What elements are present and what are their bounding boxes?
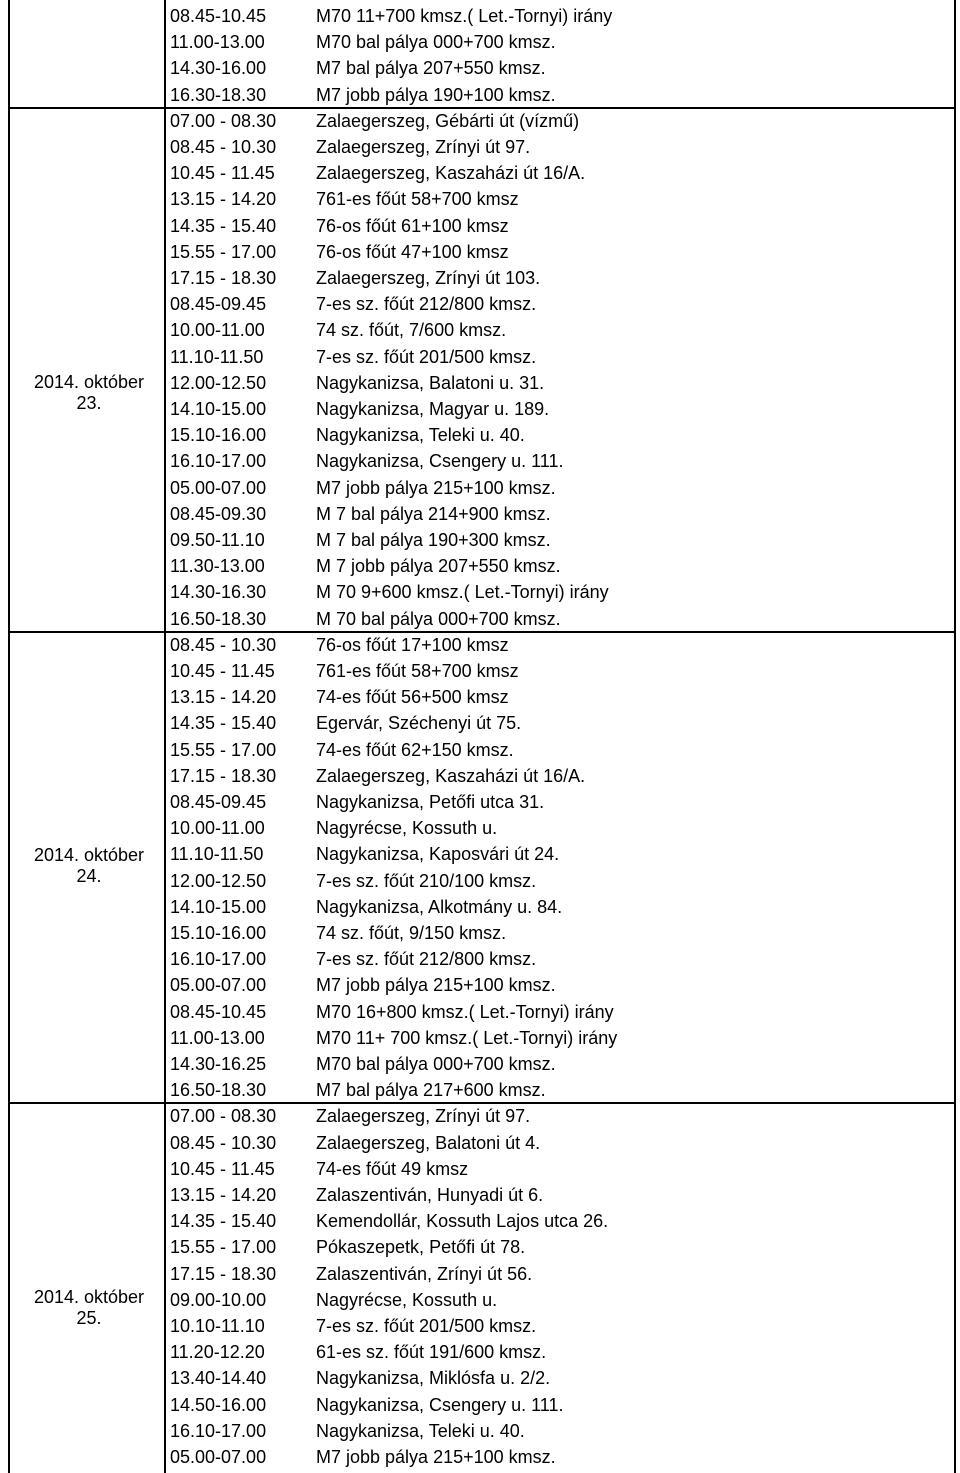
location-cell: M70 bal pálya 000+700 kmsz.	[316, 1054, 556, 1074]
time-cell: 10.45 - 11.45	[170, 1158, 275, 1179]
location-cell: M70 11+700 kmsz.( Let.-Tornyi) irány	[316, 6, 613, 26]
time-cell: 11.00-13.00	[170, 32, 265, 53]
time-cell: 13.15 - 14.20	[170, 1185, 277, 1205]
location-cell: 761-es főút 58+700 kmsz	[316, 661, 519, 681]
time-cell: 11.20-12.20	[170, 1342, 265, 1363]
location-cell: M7 jobb pálya 215+100 kmsz.	[316, 477, 556, 498]
time-cell: 17.15 - 18.30	[170, 1263, 277, 1284]
location-cell: M 7 bal pálya 190+300 kmsz.	[316, 530, 551, 550]
right-border	[954, 0, 956, 1473]
time-cell: 07.00 - 08.30	[170, 110, 277, 131]
location-cell: 76-os főút 47+100 kmsz	[316, 241, 509, 262]
time-cell: 05.00-07.00	[170, 477, 267, 498]
location-cell: 76-os főút 17+100 kmsz	[316, 634, 509, 655]
location-cell: Nagykanizsa, Teleki u. 40.	[316, 1420, 525, 1441]
location-cell: Zalaegerszeg, Zrínyi út 97.	[316, 1106, 531, 1127]
location-cell: M7 bal pálya 217+600 kmsz.	[316, 1080, 546, 1101]
time-cell: 14.30-16.30	[170, 582, 267, 603]
location-cell: Zalaegerszeg, Zrínyi út 103.	[316, 268, 541, 288]
time-cell: 16.10-17.00	[170, 451, 267, 472]
location-cell: Nagykanizsa, Csengery u. 111.	[316, 451, 564, 472]
date-line1: 2014. október	[33, 844, 145, 865]
location-cell: Zalaegerszeg, Zrínyi út 97.	[316, 137, 531, 157]
time-cell: 08.45 - 10.30	[170, 1132, 277, 1153]
location-cell: Zalaegerszeg, Kaszaházi út 16/A.	[316, 163, 586, 184]
date-line1: 2014. október	[33, 371, 145, 392]
location-cell: 74 sz. főút, 9/150 kmsz.	[316, 923, 507, 943]
time-cell: 08.45-09.45	[170, 294, 267, 315]
time-cell: 13.40-14.40	[170, 1368, 267, 1389]
location-cell: 7-es sz. főút 201/500 kmsz.	[316, 1316, 537, 1336]
location-cell: 7-es sz. főút 210/100 kmsz.	[316, 870, 537, 891]
location-cell: 76-os főút 61+100 kmsz	[316, 215, 509, 236]
location-cell: Nagykanizsa, Miklósfa u. 2/2.	[316, 1368, 551, 1389]
location-cell: M7 jobb pálya 215+100 kmsz.	[316, 1447, 556, 1467]
time-cell: 07.00 - 08.30	[170, 1106, 277, 1127]
time-cell: 14.30-16.25	[170, 1054, 267, 1074]
time-cell: 12.00-12.50	[170, 870, 267, 891]
time-cell: 08.45-09.30	[170, 503, 267, 524]
location-cell: M 7 bal pálya 214+900 kmsz.	[316, 503, 551, 524]
time-cell: 17.15 - 18.30	[170, 268, 277, 288]
location-cell: Zalaszentiván, Hunyadi út 6.	[316, 1185, 544, 1205]
location-cell: Nagykanizsa, Teleki u. 40.	[316, 425, 525, 446]
date-line2: 24.	[76, 865, 102, 886]
date-line2: 23.	[76, 392, 102, 413]
time-cell: 11.00-13.00	[170, 1027, 265, 1048]
location-cell: Nagykanizsa, Magyar u. 189.	[316, 399, 550, 419]
time-cell: 11.10-11.50	[170, 844, 264, 865]
date-label	[14, 1287, 164, 1329]
location-cell: Nagykanizsa, Petőfi utca 31.	[316, 792, 545, 812]
time-cell: 14.50-16.00	[170, 1394, 267, 1415]
time-cell: 08.45-09.45	[170, 792, 267, 812]
time-cell: 14.10-15.00	[170, 399, 267, 419]
location-cell: Pókaszepetk, Petőfi út 78.	[316, 1237, 526, 1258]
time-cell: 15.10-16.00	[170, 923, 267, 943]
location-cell: Zalaegerszeg, Gébárti út (vízmű)	[316, 110, 580, 131]
location-cell: Nagykanizsa, Balatoni u. 31.	[316, 372, 545, 393]
time-cell: 14.30-16.00	[170, 58, 267, 79]
location-cell: M 7 jobb pálya 207+550 kmsz.	[316, 556, 561, 577]
location-cell: M70 16+800 kmsz.( Let.-Tornyi) irány	[316, 1001, 614, 1022]
location-cell: M 70 bal pálya 000+700 kmsz.	[316, 608, 561, 629]
location-cell: Zalaegerszeg, Kaszaházi út 16/A.	[316, 765, 586, 786]
time-cell: 10.10-11.10	[170, 1316, 265, 1336]
time-cell: 16.50-18.30	[170, 608, 267, 629]
time-cell: 11.10-11.50	[170, 346, 264, 367]
time-cell: 09.00-10.00	[170, 1289, 267, 1310]
time-cell: 12.00-12.50	[170, 372, 267, 393]
location-cell: M7 jobb pálya 190+100 kmsz.	[316, 84, 556, 105]
time-cell: 17.15 - 18.30	[170, 765, 277, 786]
location-cell: 74-es főút 56+500 kmsz	[316, 687, 509, 708]
time-cell: 10.45 - 11.45	[170, 163, 275, 184]
time-cell: 11.30-13.00	[170, 556, 265, 577]
time-cell: 15.55 - 17.00	[170, 1237, 277, 1258]
time-cell: 08.45 - 10.30	[170, 137, 277, 157]
location-cell: 7-es sz. főút 212/800 kmsz.	[316, 294, 537, 315]
time-cell: 16.30-18.30	[170, 84, 267, 105]
time-cell: 14.35 - 15.40	[170, 713, 277, 734]
time-cell: 13.15 - 14.20	[170, 687, 277, 708]
time-cell: 14.35 - 15.40	[170, 215, 277, 236]
date-line1: 2014. október	[33, 1286, 145, 1307]
time-cell: 16.50-18.30	[170, 1080, 267, 1101]
location-cell: Zalaegerszeg, Balatoni út 4.	[316, 1132, 541, 1153]
location-cell: M7 jobb pálya 215+100 kmsz.	[316, 975, 556, 996]
location-cell: Egervár, Széchenyi út 75.	[316, 713, 522, 734]
location-cell: 74 sz. főút, 7/600 kmsz.	[316, 320, 507, 341]
time-cell: 08.45-10.45	[170, 6, 267, 26]
time-cell: 16.10-17.00	[170, 1420, 267, 1441]
location-cell: Nagyrécse, Kossuth u.	[316, 1289, 498, 1310]
date-label	[14, 372, 164, 414]
date-column-divider	[164, 0, 166, 1473]
time-cell: 10.00-11.00	[170, 320, 265, 341]
time-cell: 10.45 - 11.45	[170, 661, 275, 681]
time-cell: 15.55 - 17.00	[170, 739, 277, 760]
location-cell: Nagykanizsa, Alkotmány u. 84.	[316, 896, 563, 917]
location-cell: Kemendollár, Kossuth Lajos utca 26.	[316, 1211, 609, 1232]
time-cell: 15.10-16.00	[170, 425, 267, 446]
location-cell: 74-es főút 49 kmsz	[316, 1158, 469, 1179]
date-label	[14, 845, 164, 887]
date-line2: 25.	[76, 1307, 102, 1328]
location-cell: Nagykanizsa, Csengery u. 111.	[316, 1394, 564, 1415]
time-cell: 14.10-15.00	[170, 896, 267, 917]
time-cell: 08.45-10.45	[170, 1001, 267, 1022]
location-cell: 761-es főút 58+700 kmsz	[316, 189, 519, 210]
time-cell: 09.50-11.10	[170, 530, 265, 550]
location-cell: 7-es sz. főút 201/500 kmsz.	[316, 346, 537, 367]
location-cell: Nagyrécse, Kossuth u.	[316, 818, 498, 839]
location-cell: 74-es főút 62+150 kmsz.	[316, 739, 514, 760]
left-border	[8, 0, 10, 1473]
time-cell: 05.00-07.00	[170, 975, 267, 996]
location-cell: 7-es sz. főút 212/800 kmsz.	[316, 949, 537, 970]
time-cell: 08.45 - 10.30	[170, 634, 277, 655]
location-cell: Zalaszentiván, Zrínyi út 56.	[316, 1263, 533, 1284]
time-cell: 16.10-17.00	[170, 949, 267, 970]
time-cell: 10.00-11.00	[170, 818, 265, 839]
location-cell: M 70 9+600 kmsz.( Let.-Tornyi) irány	[316, 582, 609, 603]
time-cell: 13.15 - 14.20	[170, 189, 277, 210]
location-cell: Nagykanizsa, Kaposvári út 24.	[316, 844, 560, 865]
time-cell: 05.00-07.00	[170, 1447, 267, 1467]
location-cell: M7 bal pálya 207+550 kmsz.	[316, 58, 546, 79]
location-cell: M70 bal pálya 000+700 kmsz.	[316, 32, 556, 53]
time-cell: 15.55 - 17.00	[170, 241, 277, 262]
time-cell: 14.35 - 15.40	[170, 1211, 277, 1232]
location-cell: 61-es sz. főút 191/600 kmsz.	[316, 1342, 547, 1363]
location-cell: M70 11+ 700 kmsz.( Let.-Tornyi) irány	[316, 1027, 618, 1048]
